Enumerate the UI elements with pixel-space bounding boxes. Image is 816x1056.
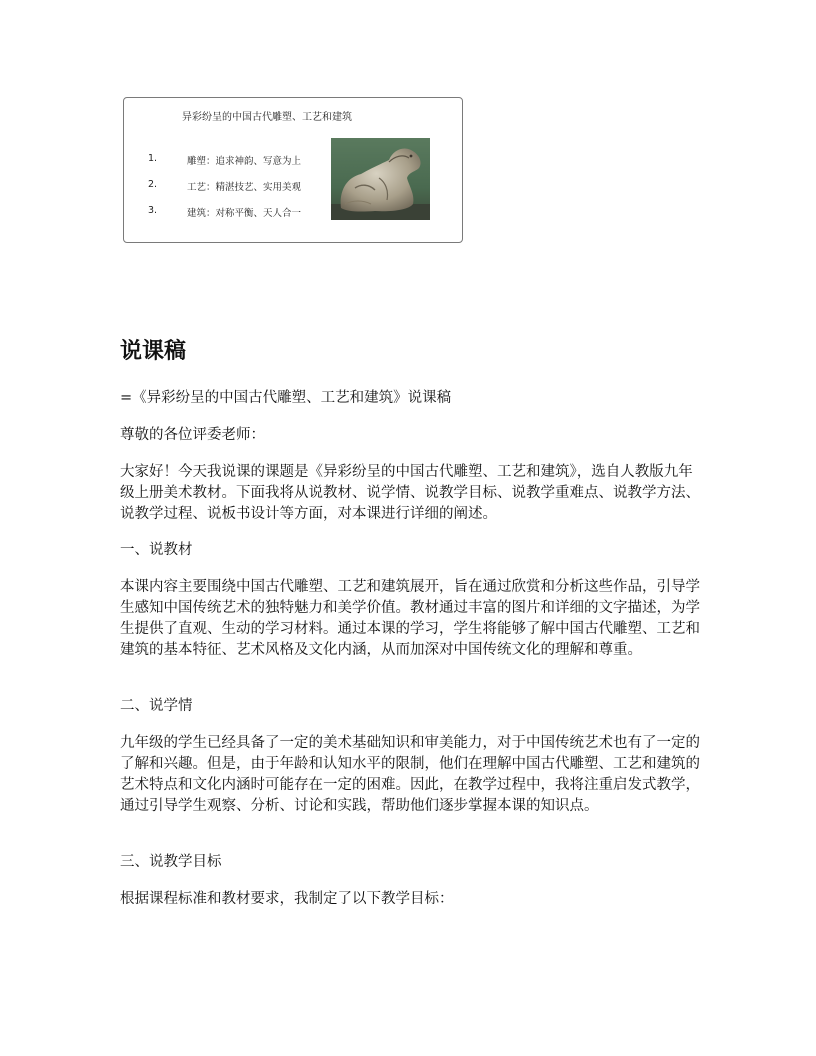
- slide-list-item: [148, 179, 318, 193]
- slide-item-number: 2.: [148, 179, 158, 190]
- slide-item-text: 建筑：对称平衡、天人合一: [187, 208, 302, 219]
- document-subtitle: =《异彩纷呈的中国古代雕塑、工艺和建筑》说课稿: [120, 390, 452, 406]
- slide-list-item: [148, 153, 318, 167]
- slide-title: 异彩纷呈的中国古代雕塑、工艺和建筑: [182, 112, 352, 123]
- stone-horse-sculpture-photo: [331, 138, 430, 220]
- document-heading: 说课稿: [120, 339, 187, 364]
- slide-thumbnail: [123, 97, 463, 243]
- section-heading-objectives: 三、说教学目标: [120, 854, 222, 870]
- slide-item-number: 1.: [148, 153, 158, 164]
- objectives-paragraph: 根据课程标准和教材要求，我制定了以下教学目标：: [120, 891, 454, 907]
- slide-list-item: [148, 205, 318, 219]
- slide-item-text: 雕塑：追求神韵、写意为上: [187, 156, 302, 167]
- greeting-paragraph: 尊敬的各位评委老师：: [120, 427, 265, 443]
- section-heading-textbook: 一、说教材: [120, 542, 193, 558]
- students-paragraph: 九年级的学生已经具备了一定的美术基础知识和审美能力，对于中国传统艺术也有了一定的了解和兴趣。但是，由于年龄和认知水平的限制，他们在理解中国古代雕塑、工艺和建筑的艺术特点和文化内涵时可能存在一定的困难。因此，在教学过程中，我将注重启发式教学，通过引导学生观察、分析、讨论和实践，帮助他们逐步掌握本课的知识点。: [120, 735, 700, 814]
- section-heading-students: 二、说学情: [120, 698, 193, 714]
- slide-item-number: 3.: [148, 205, 158, 216]
- textbook-paragraph: 本课内容主要围绕中国古代雕塑、工艺和建筑展开，旨在通过欣赏和分析这些作品，引导学生感知中国传统艺术的独特魅力和美学价值。教材通过丰富的图片和详细的文字描述，为学生提供了直观、生动的学习材料。通过本课的学习，学生将能够了解中国古代雕塑、工艺和建筑的基本特征、艺术风格及文化内涵，从而加深对中国传统文化的理解和尊重。: [120, 579, 700, 658]
- intro-paragraph: 大家好！今天我说课的课题是《异彩纷呈的中国古代雕塑、工艺和建筑》，选自人教版九年级上册美术教材。下面我将从说教材、说学情、说教学目标、说教学重难点、说教学方法、说教学过程、说板书设计等方面，对本课进行详细的阐述。: [120, 464, 700, 522]
- slide-item-text: 工艺：精湛技艺、实用美观: [187, 182, 302, 193]
